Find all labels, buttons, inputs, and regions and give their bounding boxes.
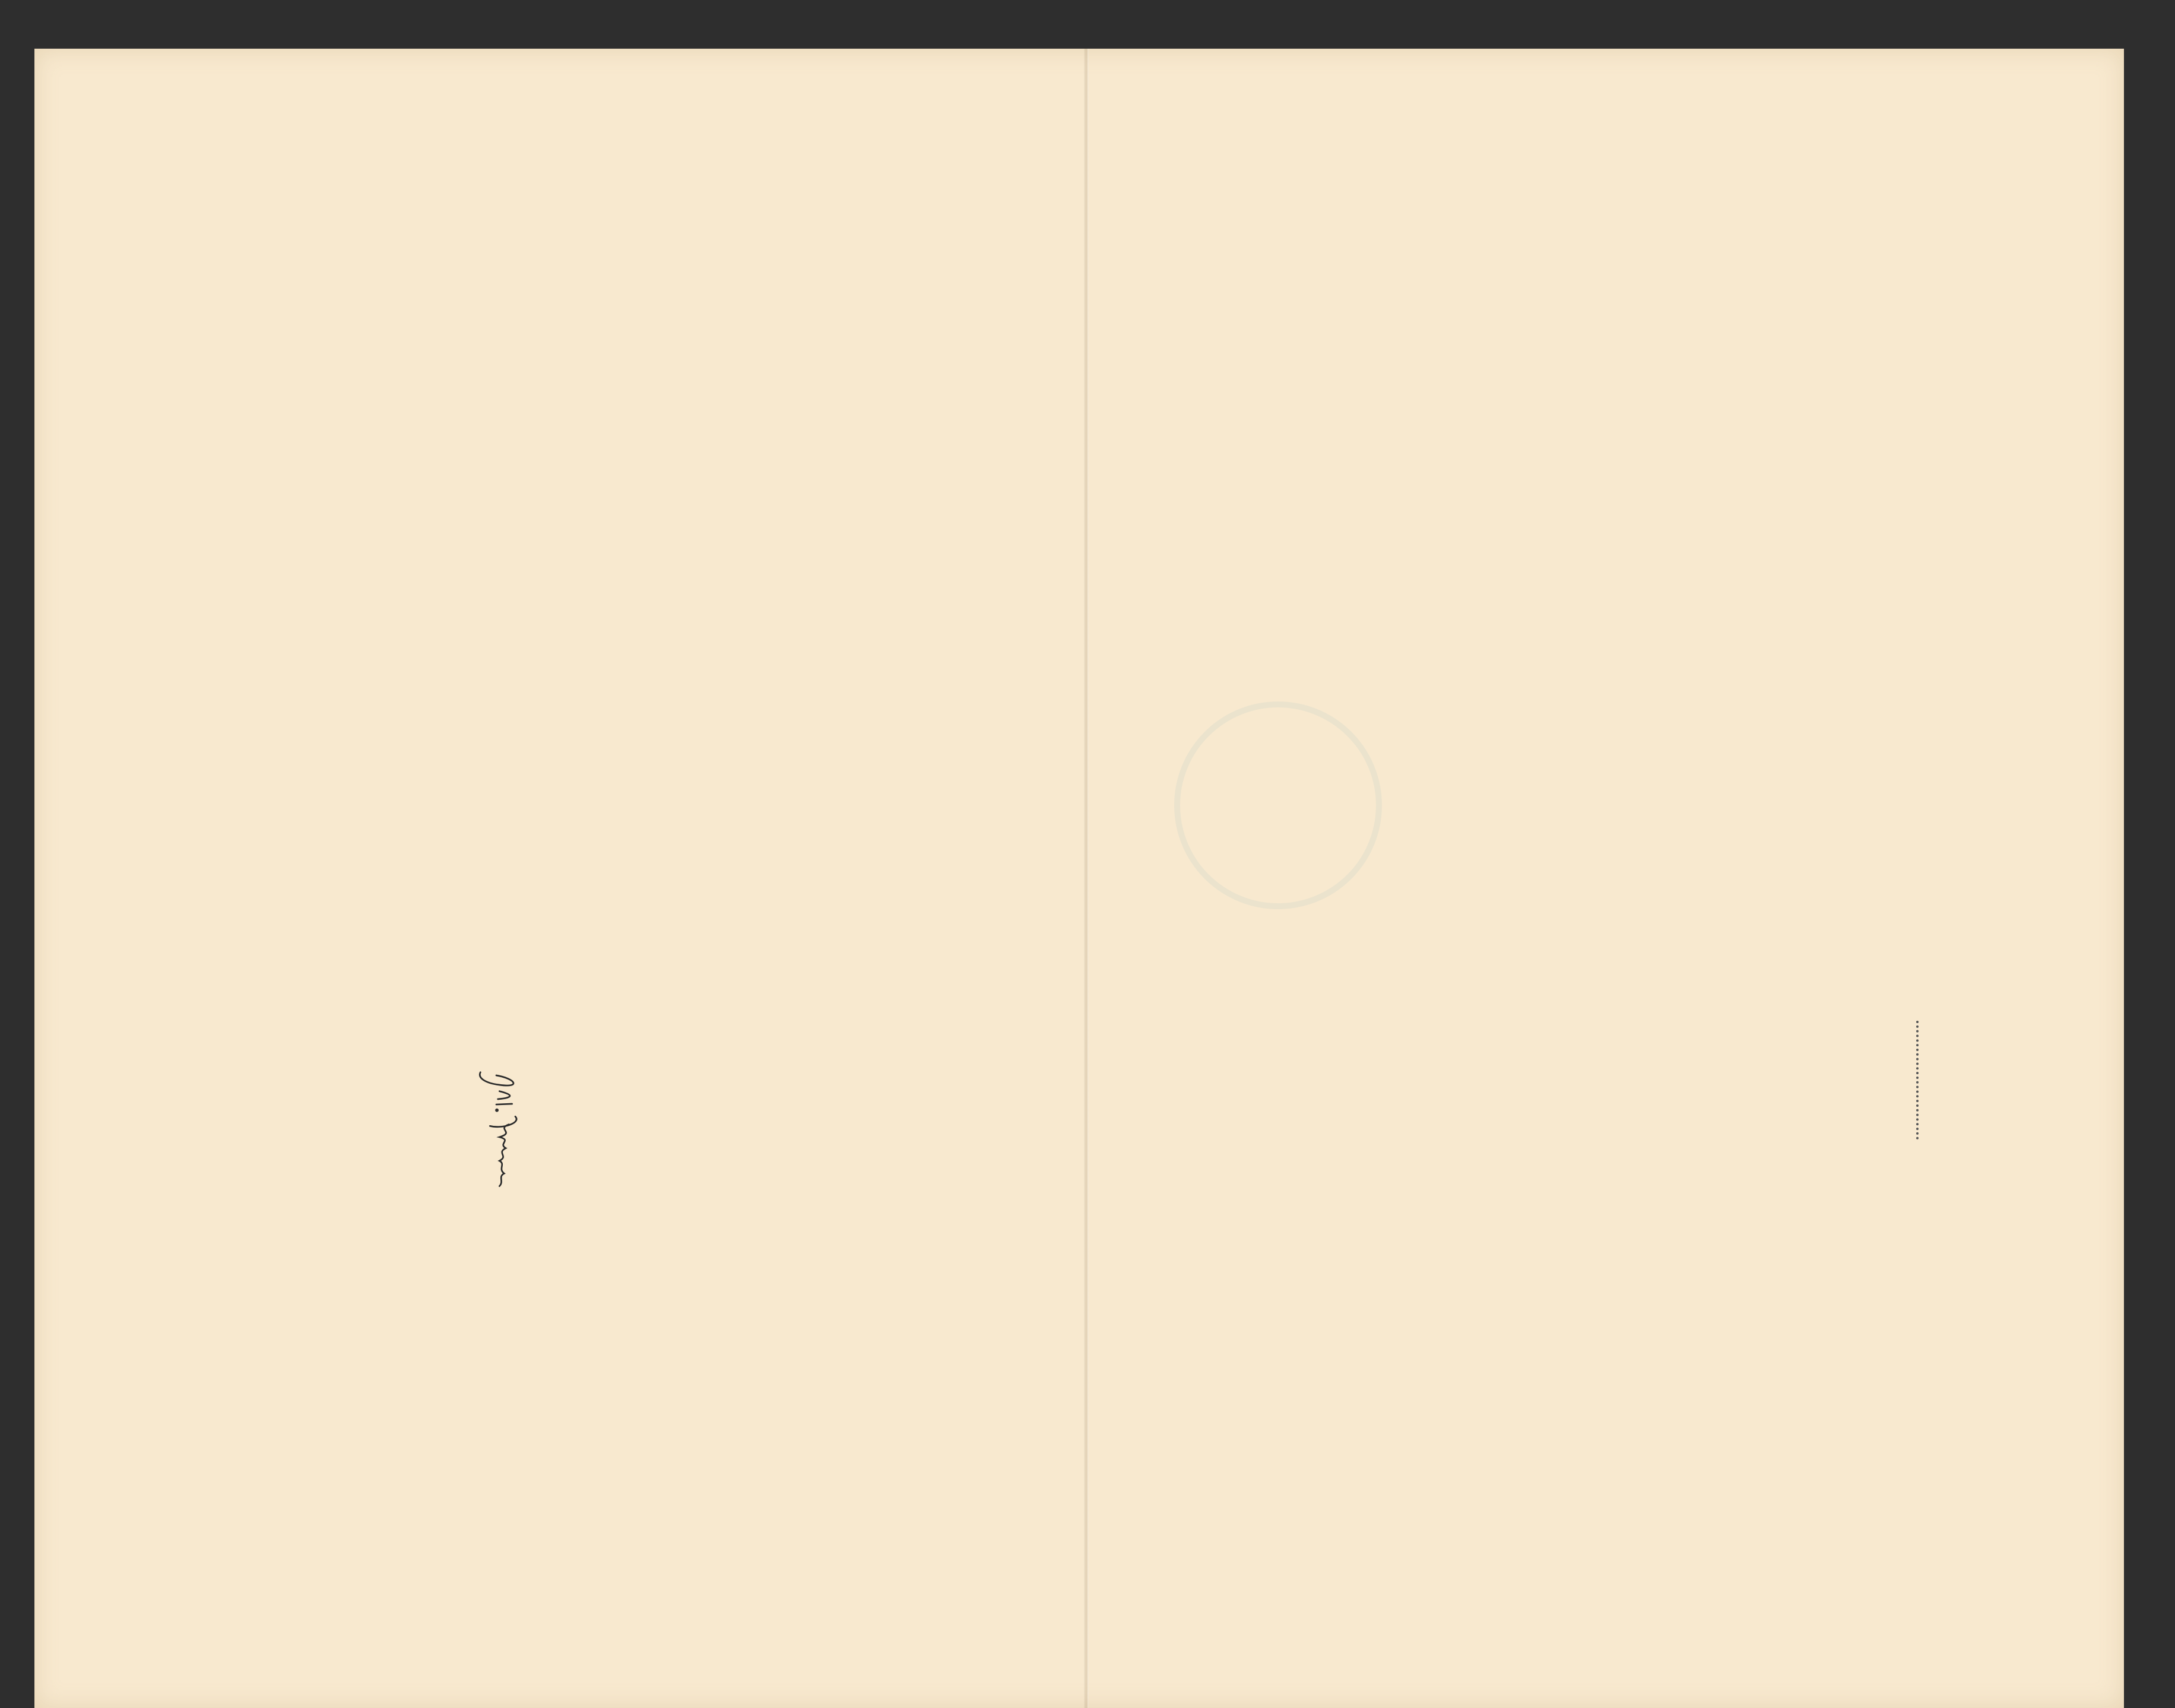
handwritten-signature (463, 950, 605, 1258)
date-dotted-line (1916, 1021, 1919, 1139)
letter-content (807, 148, 1995, 1703)
